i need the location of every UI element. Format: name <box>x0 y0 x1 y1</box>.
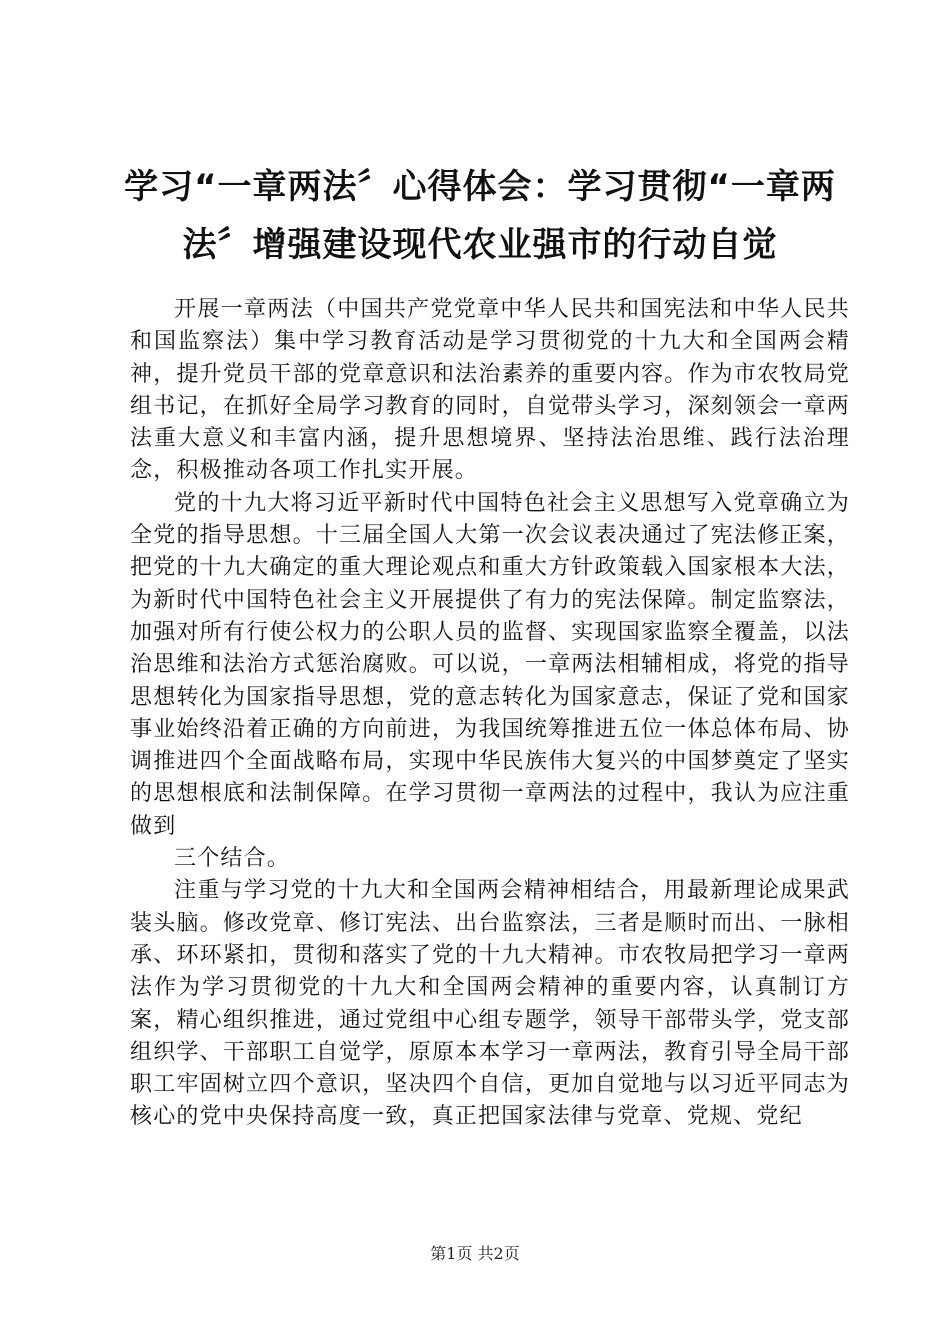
paragraph: 注重与学习党的十九大和全国两会精神相结合，用最新理论成果武装头脑。修改党章、修订宪法、出台监察法，三者是顺时而出、一脉相承、环环紧扣，贯彻和落实了党的十九大精神。市农牧局把学习一章两法作为学习贯彻党的十九大和全国两会精神的重要内容，认真制订方案，精心组织推进，通过党组中心组专题学，领导干部带头学，党支部组织学、干部职工自觉学，原原本本学习一章两法，教育引导全局干部职工牢固树立四个意识，坚决四个自信，更加自觉地与以习近平同志为核心的党中央保持高度一致，真正把国家法律与党章、党规、党纪 <box>130 878 850 1130</box>
page-number: 第1页 共2页 <box>430 1244 520 1263</box>
paragraph: 三个结合。 <box>174 846 291 872</box>
paragraph: 党的十九大将习近平新时代中国特色社会主义思想写入党章确立为全党的指导思想。十三届全国人大第一次会议表决通过了宪法修正案，把党的十九大确定的重大理论观点和重大方针政策载入国家根本大法，为新时代中国特色社会主义开展提供了有力的宪法保障。制定监察法，加强对所有行使公权力的公职人员的监督、实现国家监察全覆盖，以法治思维和法治方式惩治腐败。可以说，一章两法相辅相成，将党的指导思想转化为国家指导思想，党的意志转化为国家意志，保证了党和国家事业始终沿着正确的方向前进，为我国统筹推进五位一体总体布局、协调推进四个全面战略布局，实现中华民族伟大复兴的中国梦奠定了坚实的思想根底和法制保障。在学习贯彻一章两法的过程中，我认为应注重做到 <box>130 490 850 839</box>
paragraph: 开展一章两法（中国共产党党章中华人民共和国宪法和中华人民共和国监察法）集中学习教育活动是学习贯彻党的十九大和全国两会精神，提升党员干部的党章意识和法治素养的重要内容。作为市农牧局党组书记，在抓好全局学习教育的同时，自觉带头学习，深刻领会一章两法重大意义和丰富内涵，提升思想境界、坚持法治思维、践行法治理念，积极推动各项工作扎实开展。 <box>130 297 850 484</box>
document-body <box>130 294 850 1134</box>
page-footer <box>0 1244 950 1264</box>
document-title: 学习“一章两法〞心得体会：学习贯彻“一章两法〞增强建设现代农业强市的行动自觉 <box>124 167 836 265</box>
